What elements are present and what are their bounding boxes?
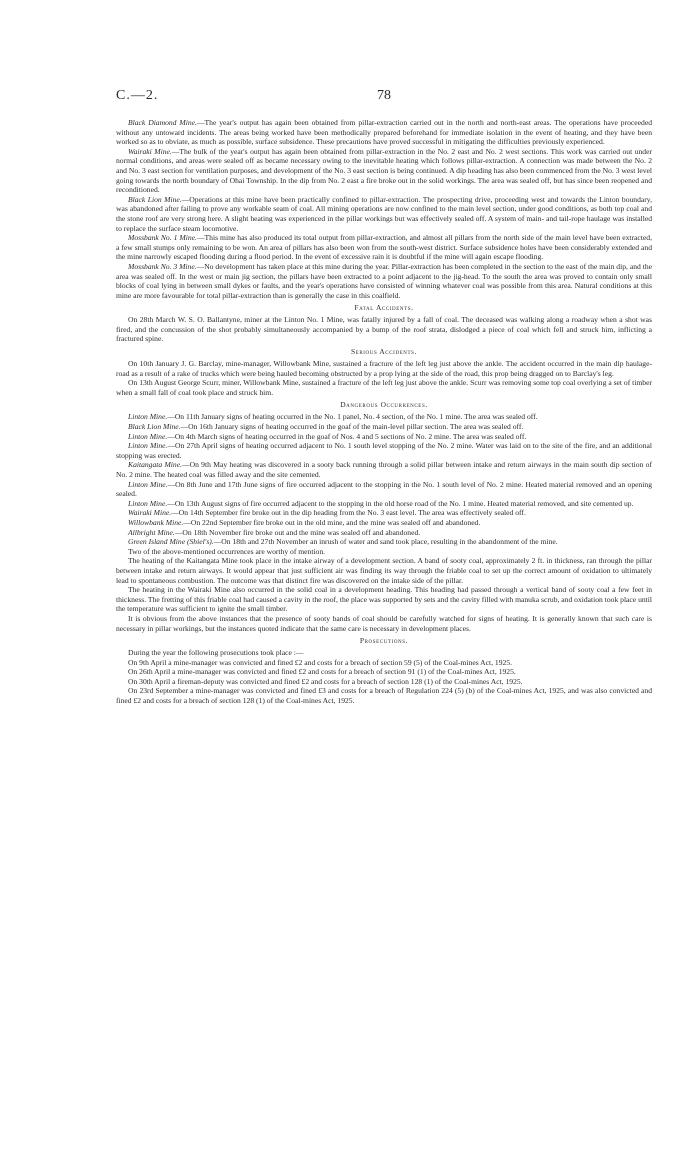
paragraph-lead: Linton Mine. xyxy=(128,498,168,508)
paragraph xyxy=(116,556,652,585)
paragraph-lead: Linton Mine. xyxy=(128,479,168,489)
paragraph-lead: Linton Mine. xyxy=(128,431,168,441)
paragraph-lead: Allbright Mine. xyxy=(128,527,175,537)
paragraph xyxy=(116,147,652,195)
paragraph xyxy=(116,677,652,687)
paragraph-text: Two of the above-mentioned occurrences are worthy of mention. xyxy=(128,546,326,556)
paragraph-text: —The bulk of the year's output has again been obtained from pillar-extraction in the No. 2 east and No. 2 west sections. This work was carried out under normal conditions, and areas were sealed off as became necessary owing to the inevitable heating which follows pillar-extraction. A connection was made between the No. 2 and No. 3 east section for ventilation purposes, and development of the No. 3 east section is being continued. A dip heading has also been commenced from the No. 3 west level going towards the north boundary of Ohai Township. In the dip from No. 2 east a fire broke out in the solid workings. The area was sealed off, but has since been reopened and reconditioned. xyxy=(116,146,652,195)
paragraph xyxy=(116,118,652,147)
paragraph-lead: Black Diamond Mine. xyxy=(128,118,197,127)
page-number: 78 xyxy=(377,88,391,103)
paragraph-text: The heating in the Wairaki Mine also occurred in the solid coal in a development heading. This heading had passed through a vertical band of sooty coal a few feet in thickness. The fretting of this friable coal had caused a cavity in the roof, the place was supported by sets and the cavity filled with manuka scrub, and oxidation took place until the temperature was sufficient to ignite the small timber. xyxy=(116,585,652,614)
paragraph xyxy=(116,648,652,658)
paragraph-text: On 30th April a fireman-deputy was convicted and fined £2 and costs for a breach of section 128 (1) of the Coal-mines Act, 1925. xyxy=(128,676,523,686)
paragraph xyxy=(116,195,652,233)
paragraph xyxy=(116,667,652,677)
paragraph-text: —On 18th and 27th November an inrush of water and sand took place, resulting in the abandonment of the mine. xyxy=(213,537,558,547)
paragraph-lead: Black Lion Mine. xyxy=(128,422,181,432)
section-title: Serious Accidents. xyxy=(350,347,418,357)
paragraph xyxy=(116,359,652,378)
section-title: Fatal Accidents. xyxy=(354,303,414,313)
paragraph-lead: Kaitangata Mine. xyxy=(128,460,182,470)
paragraph-text: —On 8th June and 17th June signs of fire occurred adjacent to the stopping in the No. 1 south level of No. 2 mine. Heated material removed and an opening sealed. xyxy=(116,479,652,499)
paragraph-lead: Willowbank Mine. xyxy=(128,517,184,527)
paragraph xyxy=(116,422,652,432)
paragraph xyxy=(116,547,652,557)
paragraph xyxy=(116,658,652,668)
paragraph-lead: Linton Mine. xyxy=(128,412,168,422)
document-reference: C.—2. xyxy=(116,88,159,103)
paragraph xyxy=(116,262,652,300)
paragraph-text: On 28th March W. S. O. Ballantyne, miner at the Linton No. 1 Mine, was fatally injured by a fall of coal. The deceased was walking along a roadway when a shot was fired, and the concussion of the shot probably simultaneously accompanied by a bump of the roof strata, dislodged a piece of coal which fell and struck him, inflicting a fractured spine. xyxy=(116,315,652,344)
paragraph-lead: Black Lion Mine. xyxy=(128,194,182,204)
paragraph xyxy=(116,585,652,614)
paragraph xyxy=(116,537,652,547)
paragraph-text: —On 11th January signs of heating occurred in the No. 1 panel, No. 4 section, of the No. 1 mine. The area was sealed off. xyxy=(167,412,538,422)
paragraph xyxy=(116,499,652,509)
paragraph xyxy=(116,480,652,499)
page xyxy=(116,88,652,706)
paragraph-text: —On 13th August signs of fire occurred adjacent to the stopping in the old horse road of the No. 1 mine. Heated material removed, and site cemented up. xyxy=(167,498,634,508)
paragraph-text: On 13th August George Scurr, miner, Willowbank Mine, sustained a fracture of the left leg just above the ankle. Scurr was removing some top coal overlying a set of timber when a small fall of coal took place and struck him. xyxy=(116,378,652,397)
paragraph-text: —On 16th January signs of heating occurred in the goaf of the main-level pillar section. The area was sealed off. xyxy=(180,422,524,432)
paragraph-text: —The year's output has again been obtained from pillar-extraction carried out in the north and north-east areas. The operations have proceeded without any untoward incidents. The areas being worked have been methodically prepared beforehand for immediate isolation in the event of heating, and they have been worked so as to obviate, as much as possible, surface subsidence. These precautions have proved successful in mitigating the difficulties previously experienced. xyxy=(116,118,652,147)
page-header xyxy=(116,88,652,114)
paragraph-text: On 23rd September a mine-manager was convicted and fined £3 and costs for a breach of Regulation 224 (5) (b) of the Coal-mines Act, 1925, and was also convicted and fined £2 and costs for a breach of section 128 (1) of the Coal-mines Act, 1925. xyxy=(116,686,652,706)
paragraph-lead: Mossbank No. 1 Mine. xyxy=(128,233,197,243)
paragraph xyxy=(116,233,652,262)
paragraph xyxy=(116,686,652,705)
paragraph-text: On 10th January J. G. Barclay, mine-manager, Willowbank Mine, sustained a fracture of the left leg just above the ankle. The accident occurred in the main dip haulage-road as a result of a rake of trucks which were being hauled becoming obstructed by a prop lying at the side of the road, this prop being dragged on to Barclay's leg. xyxy=(116,359,652,378)
paragraph-text: The heating of the Kaitangata Mine took place in the intake airway of a development section. A band of sooty coal, approximately 2 ft. in thickness, ran through the pillar between intake and return airways. It would appear that just sufficient air was finding its way through the friable coal to set up the correct amount of oxidation to ultimately lead to spontaneous combustion. The outcome was that distinct fire was discovered on the intake side of the pillar. xyxy=(116,556,652,585)
paragraph-text: —On 9th May heating was discovered in a sooty back running through a solid pillar between intake and return airways in the main south dip section of No. 2 mine. The heated coal was filled away and the site cemented. xyxy=(116,460,652,479)
paragraph-lead: Green Island Mine (Shiel's). xyxy=(128,537,214,547)
paragraph xyxy=(116,441,652,460)
paragraph xyxy=(116,378,652,397)
paragraph-text: —On 18th November fire broke out and the mine was sealed off and abandoned. xyxy=(174,527,421,537)
paragraph xyxy=(116,614,652,633)
paragraph-text: —On 22nd September fire broke out in the old mine, and the mine was sealed off and abandoned. xyxy=(183,517,481,527)
paragraph-text: —On 14th September fire broke out in the dip heading from the No. 3 east level. The area was effectively sealed off. xyxy=(171,508,526,518)
paragraph-text: It is obvious from the above instances that the presence of sooty bands of coal should be carefully watched for signs of heating. It is generally known that such care is necessary in pillar workings, but the instances quoted indicate that the same care is necessary in development places. xyxy=(116,613,652,633)
paragraph xyxy=(116,432,652,442)
paragraph-text: On 26th April a mine-manager was convicted and fined £2 and costs for a breach of section 91 (1) of the Coal-mines Act, 1925. xyxy=(128,667,516,677)
paragraph-text: —No development has taken place at this mine during the year. Pillar-extraction has been completed in the section to the east of the main dip, and the area was sealed off. In the west or main jig section, the pillars have been extracted to a point adjacent to the jig-head. To the south the area was proved to contain only small blocks of coal lying in between small dykes or faults, and the year's operations have consisted of winning whatever coal was possible from this area. Natural conditions at this mine are more favourable for total pillar-extraction than is generally the case in this coalfield. xyxy=(116,261,652,300)
paragraph-text: —On 27th April signs of heating occurred adjacent to No. 1 south level stopping of the No. 2 mine. Water was laid on to the site of the fire, and an additional stopping was erected. xyxy=(116,441,652,460)
document-body xyxy=(116,118,652,706)
paragraph-text: —This mine has also produced its total output from pillar-extraction, and almost all pillars from the north side of the main level have been extracted, a few small stumps only remaining to be won. An area of pillars has also been won from the south-west district. Surface subsidence holes have been considerably extended and the mine narrowly escaped flooding during a flood period. In the event of excessive rain it is doubtful if the mine will again escape flooding. xyxy=(116,233,652,262)
section-title: Dangerous Occurrences. xyxy=(340,400,428,410)
paragraph-text: On 9th April a mine-manager was convicted and fined £2 and costs for a breach of section 59 (5) of the Coal-mines Act, 1925. xyxy=(128,657,513,667)
paragraph-text: —Operations at this mine have been practically confined to pillar-extraction. The prospecting drive, proceeding west and towards the Linton boundary, was abandoned after failing to prove any workable seam of coal. All mining operations are now confined to the main level section, under good conditions, as both top coal and the stone roof are very strong here. A slight heating was experienced in the pillar workings but was effectively sealed off. A system of main- and tail-rope haulage was installed to replace the surface steam locomotive. xyxy=(116,194,652,233)
paragraph-text: During the year the following prosecutions took place :— xyxy=(128,648,304,658)
paragraph xyxy=(116,528,652,538)
paragraph-lead: Mossbank No. 3 Mine. xyxy=(128,261,197,271)
paragraph-text: —On 4th March signs of heating occurred in the goaf of Nos. 4 and 5 sections of No. 2 mine. The area was sealed off. xyxy=(167,431,527,441)
paragraph-lead: Linton Mine. xyxy=(128,441,168,451)
paragraph-lead: Wairaki Mine. xyxy=(128,146,172,156)
paragraph-lead: Wairaki Mine. xyxy=(128,508,172,518)
section-title: Prosecutions. xyxy=(359,636,409,646)
paragraph xyxy=(116,315,652,344)
paragraph xyxy=(116,518,652,528)
paragraph xyxy=(116,508,652,518)
paragraph xyxy=(116,460,652,479)
paragraph xyxy=(116,412,652,422)
